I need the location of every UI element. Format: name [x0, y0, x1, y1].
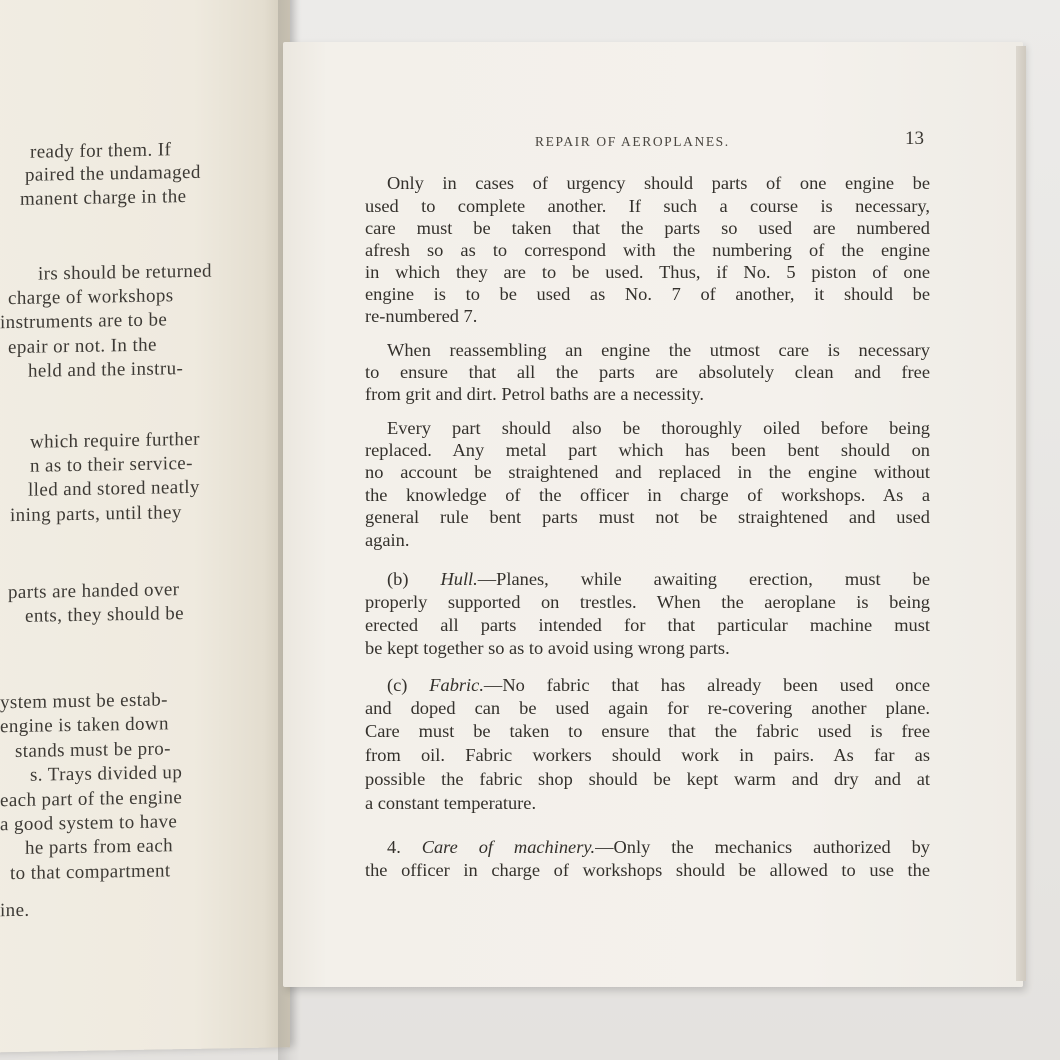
text-line: the knowledge of the officer in charge of workshops. As a	[365, 485, 930, 505]
left-page-line: ine.	[0, 899, 30, 922]
text-line: Care must be taken to ensure that the fabric used is free	[365, 721, 930, 741]
left-page-line: held and the instru-	[28, 358, 184, 382]
left-page-line: paired the undamaged	[25, 161, 201, 186]
text-line: erected all parts intended for that particular machine must	[365, 615, 930, 635]
text-line: When reassembling an engine the utmost care is necessary	[387, 340, 930, 360]
text-line: general rule bent parts must not be straightened and used	[365, 507, 930, 527]
left-page-line: s. Trays divided up	[30, 762, 183, 786]
left-page-line: lled and stored neatly	[28, 476, 200, 501]
left-page-line: he parts from each	[25, 835, 174, 859]
left-page-line: instruments are to be	[0, 309, 168, 334]
text-line: Every part should also be thoroughly oiled before being	[387, 418, 930, 438]
text-line: used to complete another. If such a course is necessary,	[365, 196, 930, 216]
text-line: afresh so as to correspond with the numbering of the engine	[365, 240, 930, 260]
text-line: Only in cases of urgency should parts of one engine be	[387, 173, 930, 193]
text-line: care must be taken that the parts so used are numbered	[365, 218, 930, 238]
text-line: re-numbered 7.	[365, 306, 478, 326]
left-page-line: to that compartment	[10, 860, 171, 885]
text-line: (b) Hull.—Planes, while awaiting erection, must be	[387, 569, 930, 589]
left-page-line: which require further	[30, 428, 200, 453]
text-line: to ensure that all the parts are absolutely clean and free	[365, 362, 930, 382]
left-page-line: engine is taken down	[0, 713, 169, 738]
text-line: engine is to be used as No. 7 of another, it should be	[365, 284, 930, 304]
left-page-line: epair or not. In the	[8, 334, 157, 359]
left-page-line: ystem must be estab-	[0, 689, 168, 714]
left-page-line: ents, they should be	[25, 603, 184, 627]
text-line: properly supported on trestles. When the aeroplane is being	[365, 592, 930, 612]
left-page-line: ining parts, until they	[10, 502, 182, 527]
left-page-line: each part of the engine	[0, 787, 183, 812]
text-line: a constant temperature.	[365, 793, 537, 813]
left-page-line: irs should be returned	[38, 260, 212, 285]
text-line: again.	[365, 530, 410, 550]
text-line: possible the fabric shop should be kept warm and dry and at	[365, 769, 930, 789]
left-page-line: n as to their service-	[30, 452, 193, 477]
left-page-line: parts are handed over	[8, 579, 180, 604]
text-line: from grit and dirt. Petrol baths are a necessity.	[365, 384, 704, 404]
text-line: 4. Care of machinery.—Only the mechanics authorized by	[387, 837, 930, 857]
left-page	[0, 0, 290, 1053]
text-line: be kept together so as to avoid using wrong parts.	[365, 638, 730, 658]
page-edge	[1016, 46, 1026, 981]
page-number: 13	[905, 128, 924, 149]
text-line: the officer in charge of workshops should be allowed to use the	[365, 860, 930, 880]
text-line: in which they are to be used. Thus, if No. 5 piston of one	[365, 262, 930, 282]
text-line: and doped can be used again for re-covering another plane.	[365, 698, 930, 718]
left-page-line: charge of workshops	[8, 285, 174, 310]
left-page-line: manent charge in the	[20, 186, 187, 210]
italic-heading: Care of machinery.	[421, 837, 596, 857]
running-header: REPAIR OF AEROPLANES.	[535, 134, 730, 149]
text-line: no account be straightened and replaced in the engine without	[365, 462, 930, 482]
text-line: replaced. Any metal part which has been bent should on	[365, 440, 930, 460]
left-page-line: stands must be pro-	[15, 738, 171, 763]
left-page-line: ready for them. If	[30, 139, 172, 163]
italic-heading: Hull.	[440, 569, 478, 589]
text-line: (c) Fabric.—No fabric that has already been used once	[387, 675, 930, 695]
left-page-line: a good system to have	[0, 811, 178, 836]
text-line: from oil. Fabric workers should work in pairs. As far as	[365, 745, 930, 765]
italic-heading: Fabric.	[429, 675, 484, 695]
